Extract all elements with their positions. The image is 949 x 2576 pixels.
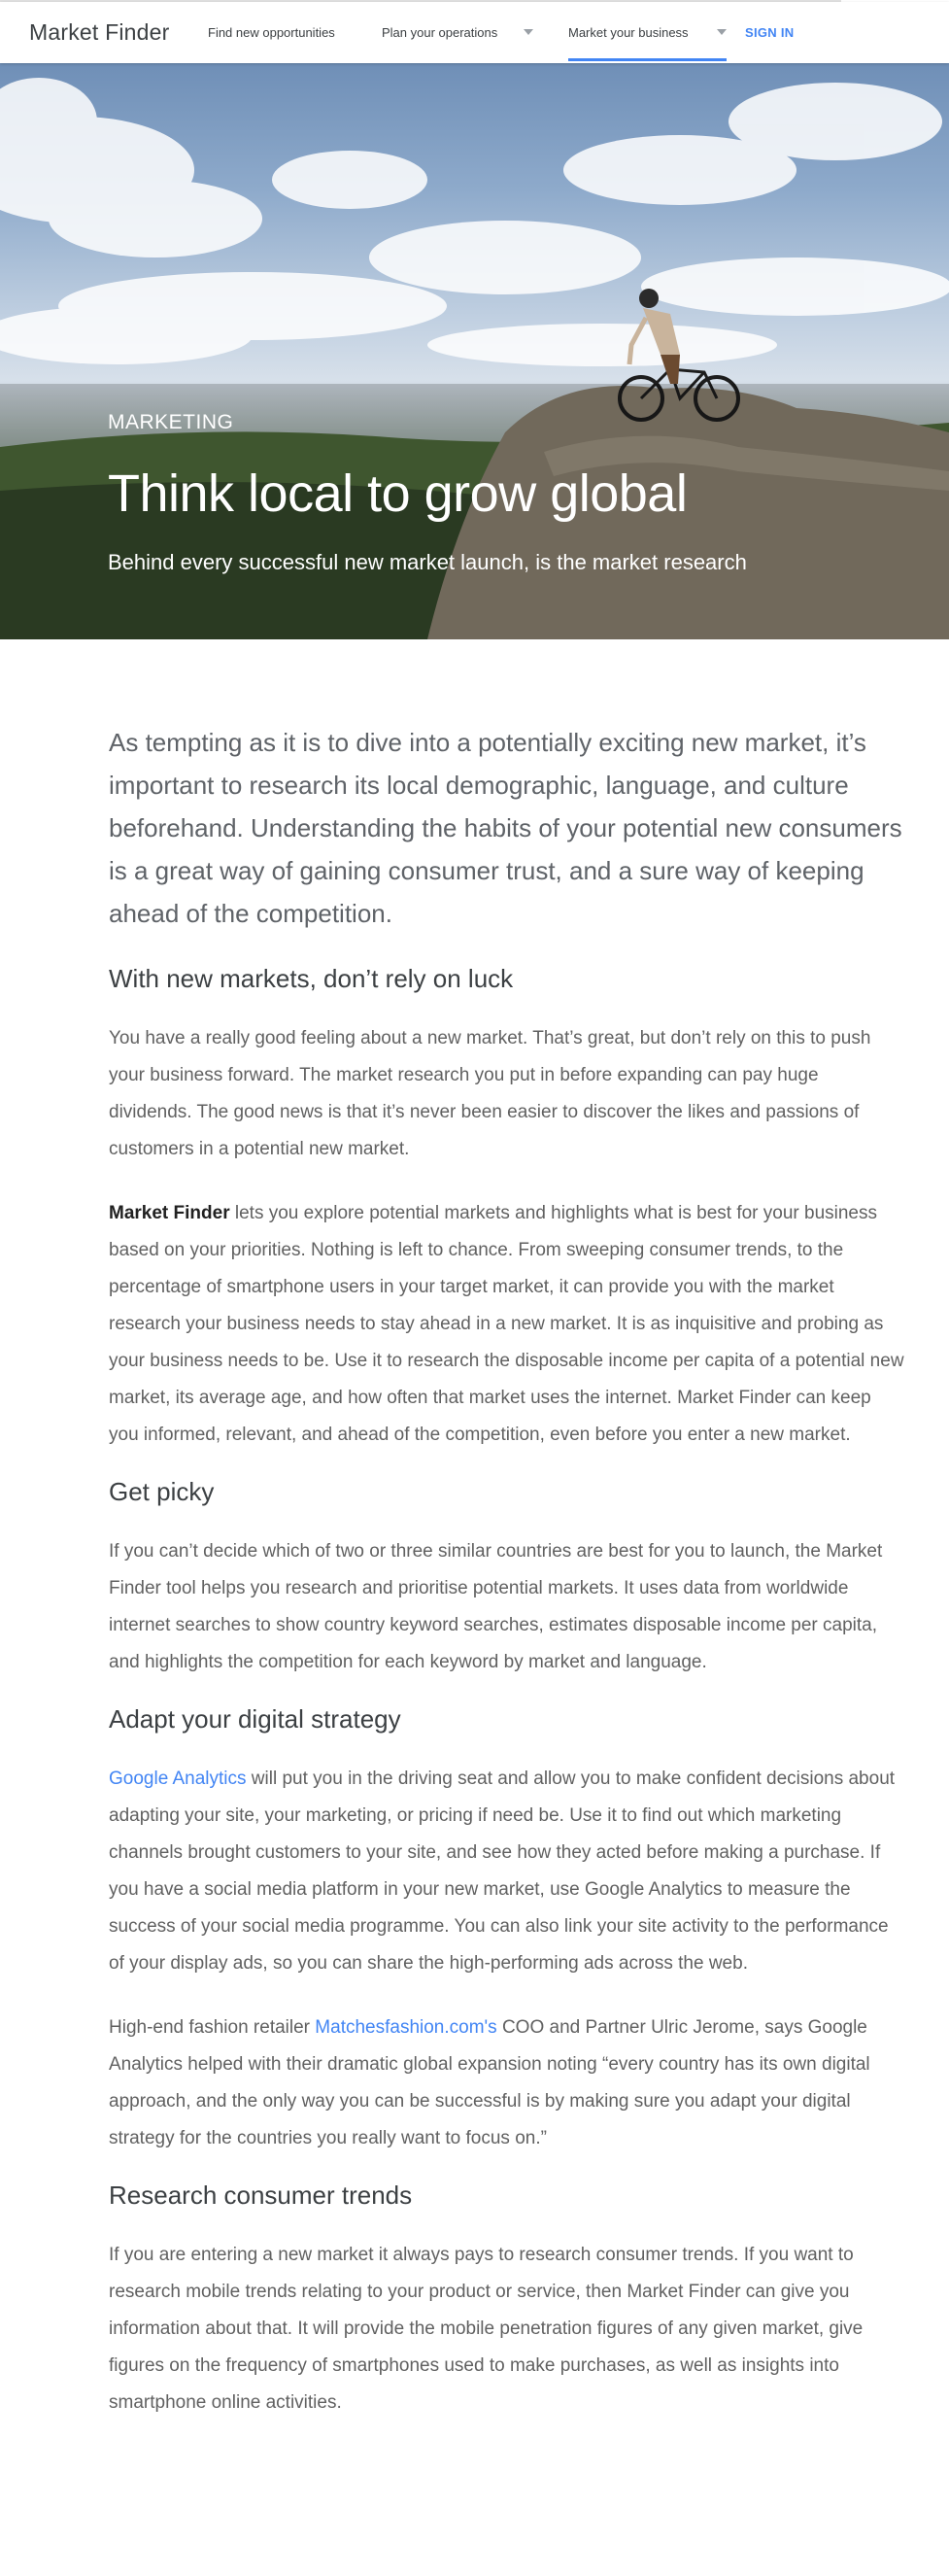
article-lead: As tempting as it is to dive into a potentially exciting new market, it’s important to research its local demographic, language, and culture beforehand. Understanding the habits of your potential new consumers is a great way of gaining consumer trust, and a sure way of keeping ahead of the competition. bbox=[109, 728, 902, 928]
paragraph: Google Analytics will put you in the driving seat and allow you to make confident decisions about adapting your site, your marketing, or pricing if need be. Use it to find out which marketing channels brought customers to your site, and see how they acted before making a purchase. If you have a social media platform in your new market, use Google Analytics to measure the success of your social media programme. You can also link your site activity to the performance of your display ads, so you can share the high-performing ads across the web. bbox=[109, 1769, 896, 1974]
nav-market-your-business[interactable]: Market your business bbox=[568, 25, 689, 40]
chevron-down-icon[interactable] bbox=[717, 29, 727, 35]
brand-logo[interactable]: Market Finder bbox=[29, 19, 170, 45]
paragraph: Market Finder lets you explore potential markets and highlights what is best for your business based on your priorities. Nothing is left to chance. From sweeping consumer trends, to the percentage of smartphone users in your target market, it can provide you with the market research your business needs to stay ahead in a new market. It is as inquisitive and probing as your business needs to be. Use it to research the disposable income per capita of a potential new market, its average age, and how often that market uses the internet. Market Finder can keep you informed, relevant, and ahead of the competition, even before you enter a new market. bbox=[109, 1203, 904, 1445]
cloud-shapes bbox=[0, 78, 949, 366]
hero-title: Think local to grow global bbox=[108, 464, 688, 523]
matchesfashion-link[interactable]: Matchesfashion.com's bbox=[315, 2017, 497, 2038]
article-body bbox=[109, 721, 905, 2449]
section-heading-luck: With new markets, don’t rely on luck bbox=[109, 964, 514, 993]
paragraph: If you can’t decide which of two or three similar countries are best for you to launch, the Market Finder tool helps you research and prioritise potential markets. It uses data from worldwide internet searches to show country keyword searches, estimates disposable income per capita, and highlights the competition for each keyword by market and language. bbox=[109, 1541, 883, 1672]
section-heading-consumer-trends: Research consumer trends bbox=[109, 2181, 413, 2210]
hero-subtitle: Behind every successful new market launch, is the market research bbox=[108, 550, 747, 574]
chevron-down-icon[interactable] bbox=[524, 29, 533, 35]
paragraph: High-end fashion retailer Matchesfashion.com's COO and Partner Ulric Jerome, says Google Analytics helped with their dramatic global expansion noting “every country has its own digital approach, and the only way you can be successful is by making sure you adapt your digital strategy for the countries you really want to focus on.” bbox=[109, 2017, 870, 2148]
section-heading-get-picky: Get picky bbox=[109, 1477, 215, 1506]
hero-banner bbox=[0, 63, 949, 639]
sign-in-link[interactable]: SIGN IN bbox=[745, 25, 795, 40]
top-navigation bbox=[0, 2, 949, 63]
market-finder-bold: Market Finder bbox=[109, 1203, 230, 1223]
paragraph: You have a really good feeling about a new market. That’s great, but don’t rely on this to push your business forward. The market research you put in before expanding can pay huge dividends. The good news is that it’s never been easier to discover the likes and passions of customers in a potential new market. bbox=[109, 1028, 871, 1159]
section-heading-digital-strategy: Adapt your digital strategy bbox=[109, 1704, 401, 1734]
hero-category-label: MARKETING bbox=[108, 411, 234, 433]
google-analytics-link[interactable]: Google Analytics bbox=[109, 1769, 247, 1789]
paragraph: If you are entering a new market it always pays to research consumer trends. If you want to research mobile trends relating to your product or service, then Market Finder can give you information about that. It will provide the mobile penetration figures of any given market, give figures on the frequency of smartphones used to make purchases, as well as insights into smartphone online activities. bbox=[109, 2245, 864, 2413]
nav-plan-your-operations[interactable]: Plan your operations bbox=[382, 25, 498, 40]
nav-find-new-opportunities[interactable]: Find new opportunities bbox=[208, 25, 335, 40]
active-tab-indicator bbox=[568, 58, 727, 61]
